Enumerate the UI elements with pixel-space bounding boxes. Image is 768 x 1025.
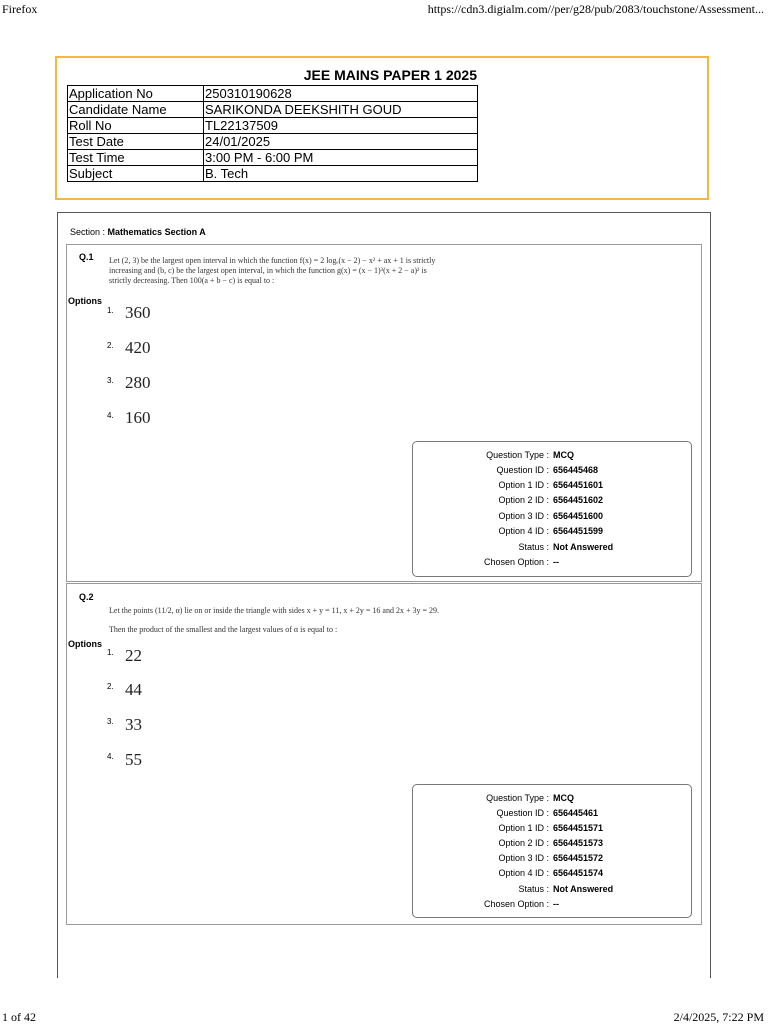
candidate-field-value: B. Tech — [204, 166, 478, 182]
candidate-field-label: Subject — [68, 166, 204, 182]
question-meta-box — [412, 784, 692, 918]
meta-label: Option 2 ID : — [498, 495, 549, 505]
option-number: 4. — [107, 752, 114, 761]
meta-label: Option 2 ID : — [498, 838, 549, 848]
meta-label: Option 1 ID : — [498, 480, 549, 490]
candidate-field-label: Application No — [68, 86, 204, 102]
meta-value: 6564451574 — [553, 868, 604, 878]
meta-value: 6564451599 — [553, 526, 604, 536]
candidate-field-value: 3:00 PM - 6:00 PM — [204, 150, 478, 166]
option-value: 160 — [125, 408, 151, 427]
meta-label: Option 3 ID : — [498, 853, 549, 863]
question-text-line: Let the points (11/2, α) lie on or inside the triangle with sides x + y = 11, x + 2y = 16 and 2x + 3y = 29. — [109, 606, 439, 615]
exam-title: JEE MAINS PAPER 1 2025 — [303, 67, 477, 83]
candidate-field-value: 250310190628 — [204, 86, 478, 102]
candidate-field-label: Test Date — [68, 134, 204, 150]
option-number: 4. — [107, 411, 114, 420]
candidate-row — [68, 134, 478, 150]
meta-label: Question Type : — [486, 450, 549, 460]
meta-value: 656445468 — [553, 465, 599, 475]
option-number: 1. — [107, 306, 114, 315]
meta-value: -- — [553, 899, 559, 909]
meta-value: Not Answered — [553, 884, 614, 894]
candidate-info-box — [55, 56, 709, 200]
meta-label: Option 4 ID : — [498, 868, 549, 878]
meta-label: Option 4 ID : — [498, 526, 549, 536]
option-value: 33 — [125, 715, 142, 734]
options-label: Options — [68, 639, 102, 649]
question-text — [109, 256, 489, 286]
option-value: 360 — [125, 303, 151, 322]
option-number: 1. — [107, 648, 114, 657]
browser-name: Firefox — [2, 2, 38, 16]
meta-value: 6564451573 — [553, 838, 604, 848]
section-name: Mathematics Section A — [107, 227, 206, 237]
question-meta-box — [412, 441, 692, 577]
candidate-row — [68, 118, 478, 134]
question-panel — [66, 583, 702, 925]
meta-value: 6564451601 — [553, 480, 604, 490]
question-panel — [66, 244, 702, 582]
question-text — [109, 601, 489, 639]
candidate-field-value: TL22137509 — [204, 118, 478, 134]
candidate-row — [68, 102, 478, 118]
option-value: 280 — [125, 373, 151, 392]
meta-label: Question ID : — [496, 465, 549, 475]
candidate-field-label: Candidate Name — [68, 102, 204, 118]
meta-value: 6564451571 — [553, 823, 604, 833]
section-title — [70, 227, 206, 237]
meta-value: 6564451600 — [553, 511, 604, 521]
question-text-line: strictly decreasing. Then 100(a + b − c) is equal to : — [109, 276, 275, 285]
question-text-line: increasing and (b, c) be the largest open interval, in which the function g(x) = (x − 1)³(x + 2 − a)² is — [109, 266, 427, 275]
section-frame-left — [57, 212, 58, 978]
option-value: 420 — [125, 338, 151, 357]
section-frame-top — [57, 212, 711, 213]
candidate-row — [68, 166, 478, 182]
question-text-line: Then the product of the smallest and the largest values of α is equal to : — [109, 625, 338, 634]
meta-value: 6564451572 — [553, 853, 604, 863]
section-frame-right — [710, 212, 711, 978]
meta-label: Chosen Option : — [483, 899, 549, 909]
print-datetime: 2/4/2025, 7:22 PM — [673, 1010, 764, 1024]
meta-value: 656445461 — [553, 808, 599, 818]
question-text-line: Let (2, 3) be the largest open interval in which the function f(x) = 2 logₑ(x − 2) − x² + ax + 1 is strictly — [109, 256, 436, 265]
option-number: 3. — [107, 717, 114, 726]
option-value: 44 — [125, 680, 142, 699]
question-number: Q.1 — [79, 252, 94, 262]
meta-value: -- — [553, 557, 559, 567]
meta-label: Chosen Option : — [483, 557, 549, 567]
candidate-field-value: 24/01/2025 — [204, 134, 478, 150]
meta-label: Status : — [518, 542, 549, 552]
candidate-field-label: Test Time — [68, 150, 204, 166]
option-value: 55 — [125, 750, 142, 769]
option-number: 3. — [107, 376, 114, 385]
page-url: https://cdn3.digialm.com//per/g28/pub/2083/touchstone/Assessment... — [427, 2, 764, 16]
meta-label: Question Type : — [486, 793, 549, 803]
candidate-field-label: Roll No — [68, 118, 204, 134]
option-value: 22 — [125, 646, 142, 665]
candidate-table — [67, 85, 478, 182]
meta-label: Option 3 ID : — [498, 511, 549, 521]
question-number: Q.2 — [79, 592, 94, 602]
section-label: Section : — [70, 227, 106, 237]
meta-label: Status : — [518, 884, 549, 894]
meta-label: Option 1 ID : — [498, 823, 549, 833]
option-number: 2. — [107, 341, 114, 350]
meta-value: MCQ — [553, 450, 574, 460]
meta-value: Not Answered — [553, 542, 614, 552]
options-label: Options — [68, 296, 102, 306]
page-count: 1 of 42 — [2, 1010, 36, 1024]
candidate-row — [68, 150, 478, 166]
option-number: 2. — [107, 682, 114, 691]
meta-value: 6564451602 — [553, 495, 604, 505]
candidate-row — [68, 86, 478, 102]
meta-value: MCQ — [553, 793, 574, 803]
meta-label: Question ID : — [496, 808, 549, 818]
candidate-field-value: SARIKONDA DEEKSHITH GOUD — [204, 102, 478, 118]
